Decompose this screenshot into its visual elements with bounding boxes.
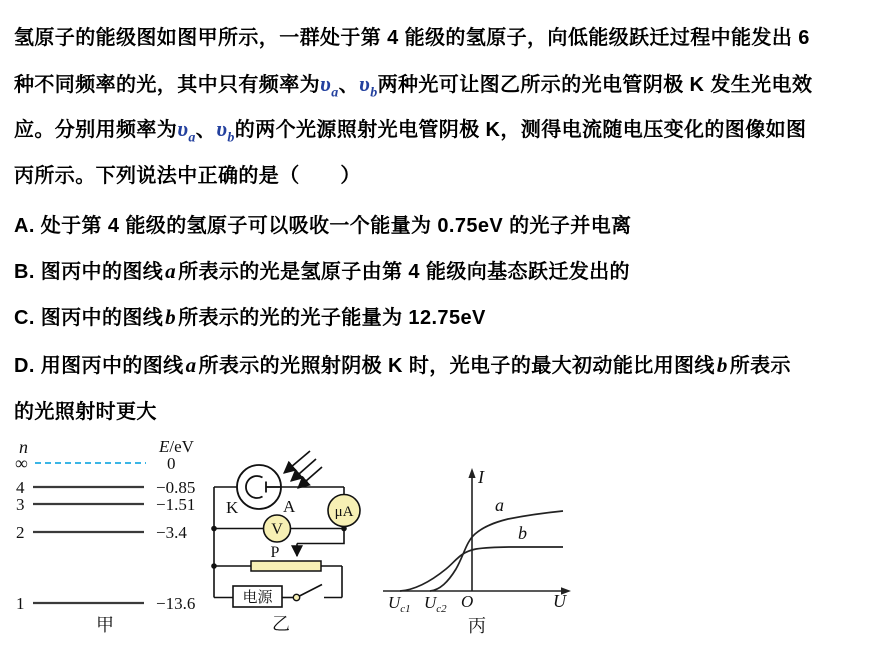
level-1-energy: −13.6 [156,594,196,613]
curve-b-symbol: b [716,353,728,377]
option-b-post: 所表示的光是氢原子由第 4 能级向基态跃迁发出的 [178,261,630,283]
line3-pre: 应。分别用频率为 [14,119,178,141]
u-symbol: U [424,593,437,612]
potentiometer-label: P [270,544,280,561]
potentiometer [251,561,321,571]
junction-dot [341,526,347,532]
energy-level-diagram [10,435,205,640]
option-a [14,209,632,238]
light-ray-arrow [298,467,322,488]
subscript-c1: c1 [400,603,411,615]
option-b [14,255,630,284]
level-4-energy: −0.85 [156,478,196,497]
level-4-label: 4 [16,478,25,497]
figure-yi-caption: 乙 [272,614,290,634]
junction-dot [211,526,217,532]
n-axis-label: n [19,437,28,457]
problem-line-3 [14,113,806,146]
line3-post: 的两个光源照射光电管阴极 K，测得电流随电压变化的图像如图 [234,119,807,141]
origin-label: O [461,592,474,611]
subscript-c2: c2 [436,603,447,615]
level-infinity-energy: 0 [167,454,176,473]
junction-dot [211,563,217,569]
curve-a [430,511,563,591]
option-a-text: A. 处于第 4 能级的氢原子可以吸收一个能量为 0.75eV 的光子并电离 [14,215,632,237]
option-d-mid: 所表示的光照射阴极 K 时，光电子的最大初动能比用图线 [198,355,715,377]
switch-pivot [293,594,299,600]
option-d-pre: D. 用图丙中的图线 [14,355,184,377]
cathode-label: K [226,498,239,517]
stopping-voltage-2-label [424,593,447,615]
option-c [14,301,486,330]
level-2-energy: −3.4 [156,523,187,542]
energy-axis-label [158,437,195,456]
level-3-energy: −1.51 [156,495,196,514]
current-voltage-graph [380,460,580,640]
figure-jia-caption: 甲 [96,615,114,635]
line2-post: 两种光可让图乙所示的光电管阴极 K 发生光电效 [377,74,813,96]
frequency-symbol-va [177,116,196,146]
i-axis-arrow [468,468,475,478]
light-ray-arrow [284,451,310,473]
per-ev-label: /eV [169,437,194,456]
option-c-pre: C. 图丙中的图线 [14,307,164,329]
u-axis-label: U [553,591,566,611]
option-c-post: 所表示的光的光子能量为 12.75eV [178,307,486,329]
option-b-pre: B. 图丙中的图线 [14,261,164,283]
level-1-label: 1 [16,594,25,613]
problem-line-4 [14,159,361,188]
nu-glyph: υ [216,116,228,141]
option-d [14,349,791,378]
figure-bing-caption: 丙 [468,616,486,636]
nu-glyph: υ [359,71,371,96]
curve-a-label: a [495,495,504,515]
dunhao: 、 [338,74,359,96]
switch-blade [300,585,323,597]
phototube-circuit-diagram [205,440,400,645]
subscript-b: b [227,130,235,146]
line1-text: 氢原子的能级图如图甲所示，一群处于第 4 能级的氢原子，向低能级跃迁过程中能发出 6 [14,27,810,49]
nu-glyph: υ [177,116,189,141]
curve-b-symbol: b [165,305,177,329]
slider-feed-wire [297,529,344,544]
anode-label: A [283,497,296,516]
nu-glyph: υ [320,71,332,96]
line2-pre: 种不同频率的光，其中只有频率为 [14,74,320,96]
level-infinity-label: ∞ [15,453,28,473]
stopping-voltage-1-label [388,593,411,615]
problem-line-2 [14,68,812,101]
subscript-a: a [188,130,196,146]
level-2-label: 2 [16,523,25,542]
power-supply-label: 电源 [242,590,273,606]
subscript-b: b [370,85,378,101]
light-ray-arrow [291,459,316,481]
frequency-symbol-va [320,71,339,101]
problem-line-1 [14,21,810,50]
subscript-a: a [331,85,339,101]
curve-b-label: b [518,523,527,543]
frequency-symbol-vb [359,71,378,101]
voltmeter-label: V [271,521,283,538]
E-symbol: E [159,437,170,456]
curve-a-symbol: a [185,353,197,377]
microammeter-label: μA [334,504,354,520]
dunhao: 、 [195,119,217,141]
level-3-label: 3 [16,495,25,514]
option-d-line2 [14,395,157,424]
curve-a-symbol: a [165,259,177,283]
u-symbol: U [388,593,401,612]
option-d-post: 所表示 [729,355,791,377]
i-axis-label: I [478,467,484,487]
line4-text: 丙所示。下列说法中正确的是（ ） [14,165,361,187]
frequency-symbol-vb [216,116,235,146]
curve-b [400,547,563,591]
option-d-line2-text: 的光照射时更大 [14,401,157,423]
